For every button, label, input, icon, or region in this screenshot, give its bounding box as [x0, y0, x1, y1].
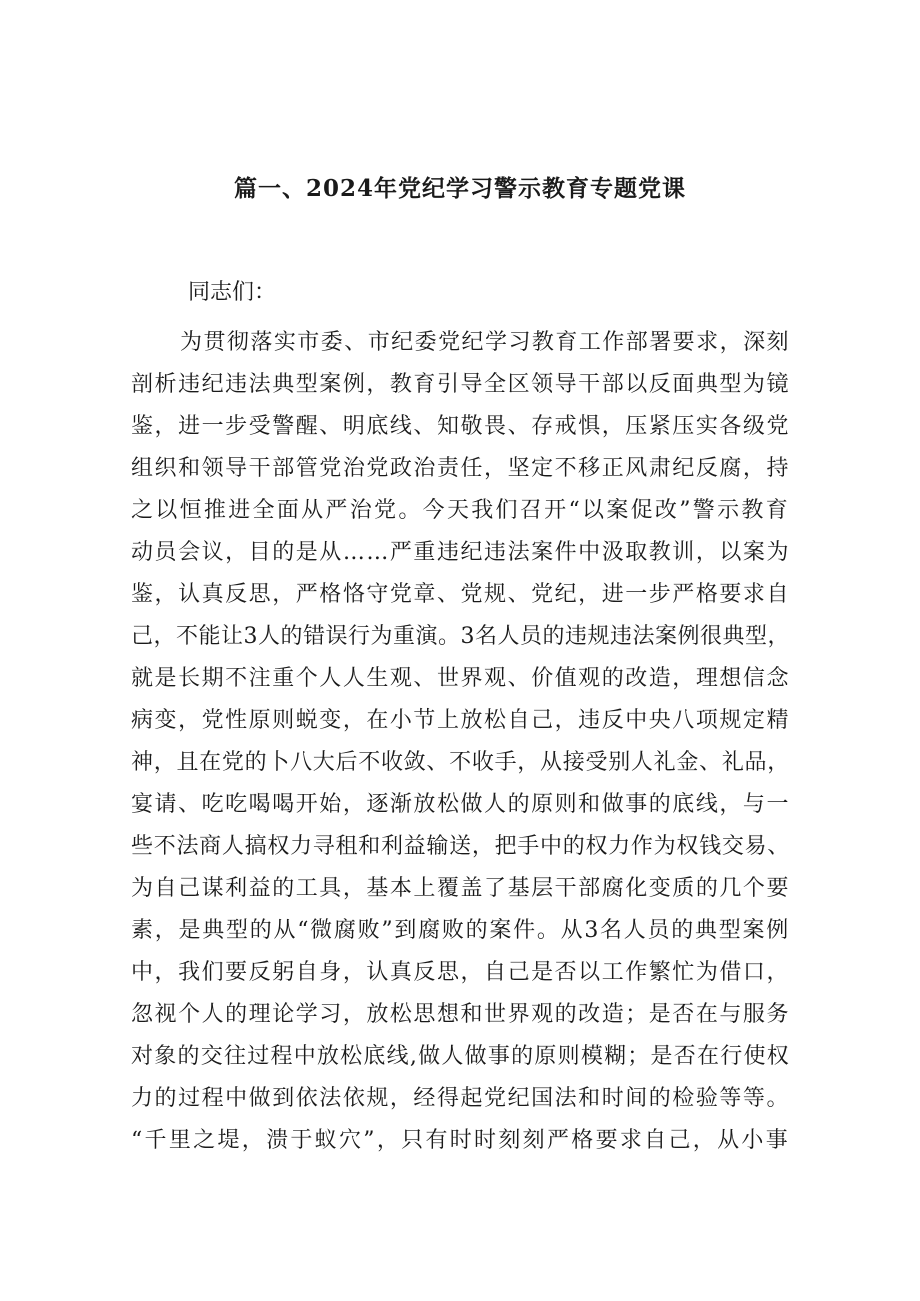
body-line: 为自己谋利益的工具，基本上覆盖了基层干部腐化变质的几个要	[131, 876, 790, 901]
body-line: 力的过程中做到依法依规，经得起党纪国法和时间的检验等等。	[131, 1086, 790, 1111]
body-line: 神，且在党的卜八大后不收敛、不收手，从接受别人礼金、礼品，	[131, 750, 790, 775]
body-line: 己，不能让3人的错误行为重演。3名人员的违规违法案例很典型，	[131, 624, 790, 649]
body-line: 病变，党性原则蜕变，在小节上放松自己，违反中央八项规定精	[131, 708, 790, 733]
body-line: 素，是典型的从“微腐败”到腐败的案件。从3名人员的典型案例	[131, 918, 790, 943]
body-line: “千里之堤，溃于蚁穴”，只有时时刻刻严格要求自己，从小事	[131, 1128, 790, 1153]
body-line: 之以恒推进全面从严治党。今天我们召开“以案促改”警示教育	[131, 498, 790, 523]
greeting-text: 同志们：	[188, 280, 277, 305]
body-line: 忽视个人的理论学习，放松思想和世界观的改造；是否在与服务	[131, 1002, 790, 1027]
body-line: 鉴，进一步受警醒、明底线、知敬畏、存戒惧，压紧压实各级党	[131, 414, 790, 439]
body-line: 剖析违纪违法典型案例，教育引导全区领导干部以反面典型为镜	[131, 372, 790, 397]
body-line: 中，我们要反躬自身，认真反思，自己是否以工作繁忙为借口，	[131, 960, 790, 985]
body-line: 对象的交往过程中放松底线,做人做事的原则模糊；是否在行使权	[131, 1044, 790, 1069]
body-line: 些不法商人搞权力寻租和利益输送，把手中的权力作为权钱交易、	[131, 834, 790, 859]
document-title: 篇一、2024年党纪学习警示教育专题党课	[233, 175, 686, 202]
body-line: 宴请、吃吃喝喝开始，逐渐放松做人的原则和做事的底线，与一	[131, 792, 790, 817]
body-line: 鉴，认真反思，严格恪守党章、党规、党纪，进一步严格要求自	[131, 582, 790, 607]
body-line: 动员会议，目的是从……严重违纪违法案件中汲取教训，以案为	[131, 540, 790, 565]
body-line: 为贯彻落实市委、市纪委党纪学习教育工作部署要求，深刻	[180, 330, 790, 355]
body-line: 组织和领导干部管党治党政治责任，坚定不移正风肃纪反腐，持	[131, 456, 790, 481]
body-line: 就是长期不注重个人人生观、世界观、价值观的改造，理想信念	[131, 666, 790, 691]
